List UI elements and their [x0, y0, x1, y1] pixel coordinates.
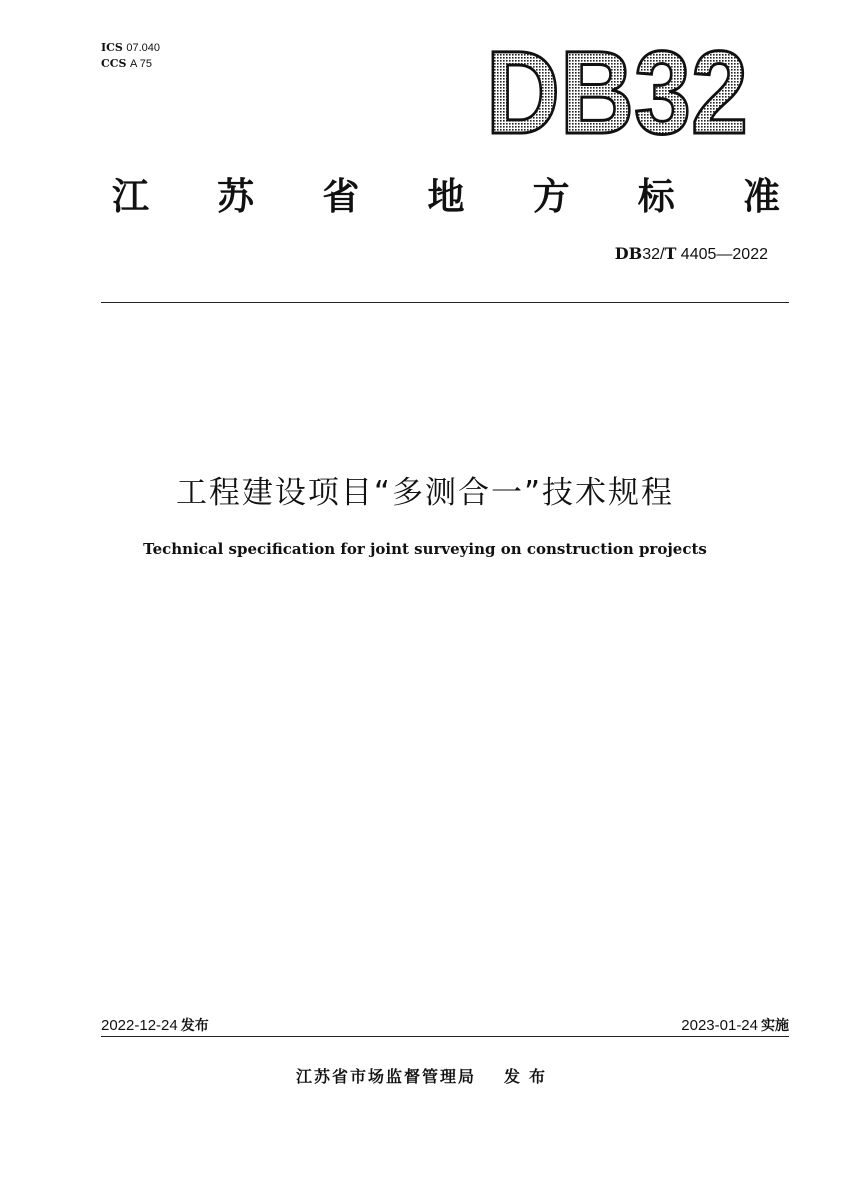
standard-number-series: T	[664, 244, 677, 263]
ics-line	[101, 40, 160, 56]
issuer-action: 发布	[504, 1067, 555, 1086]
document-title-en: Technical specification for joint surveying on construction projects	[143, 540, 707, 558]
implement-date-value: 2023-01-24	[681, 1017, 758, 1034]
standard-number-prefix: DB	[614, 244, 643, 263]
standard-type-char: 准	[742, 175, 780, 218]
standard-type-char: 标	[637, 175, 675, 218]
db32-logo-graphic	[482, 27, 752, 159]
header-divider	[101, 302, 789, 303]
classification-block	[101, 40, 160, 72]
ics-value: 07.040	[126, 42, 161, 54]
logo-text: DB32	[486, 27, 748, 159]
standard-type-char: 省	[322, 175, 360, 218]
issuer-line	[0, 1064, 850, 1087]
publish-date	[101, 1015, 209, 1035]
ccs-line	[101, 56, 160, 72]
implement-date-label: 实施	[761, 1018, 789, 1034]
ics-label: ICS	[101, 41, 123, 54]
standard-type-char: 江	[112, 175, 149, 218]
standard-number-mid: 32/	[642, 246, 665, 263]
standard-type-char: 苏	[217, 175, 255, 218]
publish-date-value: 2022-12-24	[101, 1017, 178, 1034]
standard-number	[615, 244, 768, 264]
document-title-cn: 工程建设项目“多测合一”技术规程	[175, 475, 675, 511]
implement-date	[681, 1015, 789, 1035]
standard-type-char: 方	[532, 175, 570, 218]
ccs-value: A 75	[129, 58, 152, 70]
issuer-name: 江苏省市场监督管理局	[295, 1067, 476, 1086]
footer-divider	[101, 1036, 789, 1037]
standard-number-code: 4405—2022	[676, 246, 768, 263]
publish-date-label: 发布	[180, 1018, 209, 1034]
standard-type	[112, 166, 780, 220]
db32-logo	[482, 27, 752, 159]
ccs-label: CCS	[101, 57, 127, 70]
standard-type-char: 地	[427, 175, 465, 218]
